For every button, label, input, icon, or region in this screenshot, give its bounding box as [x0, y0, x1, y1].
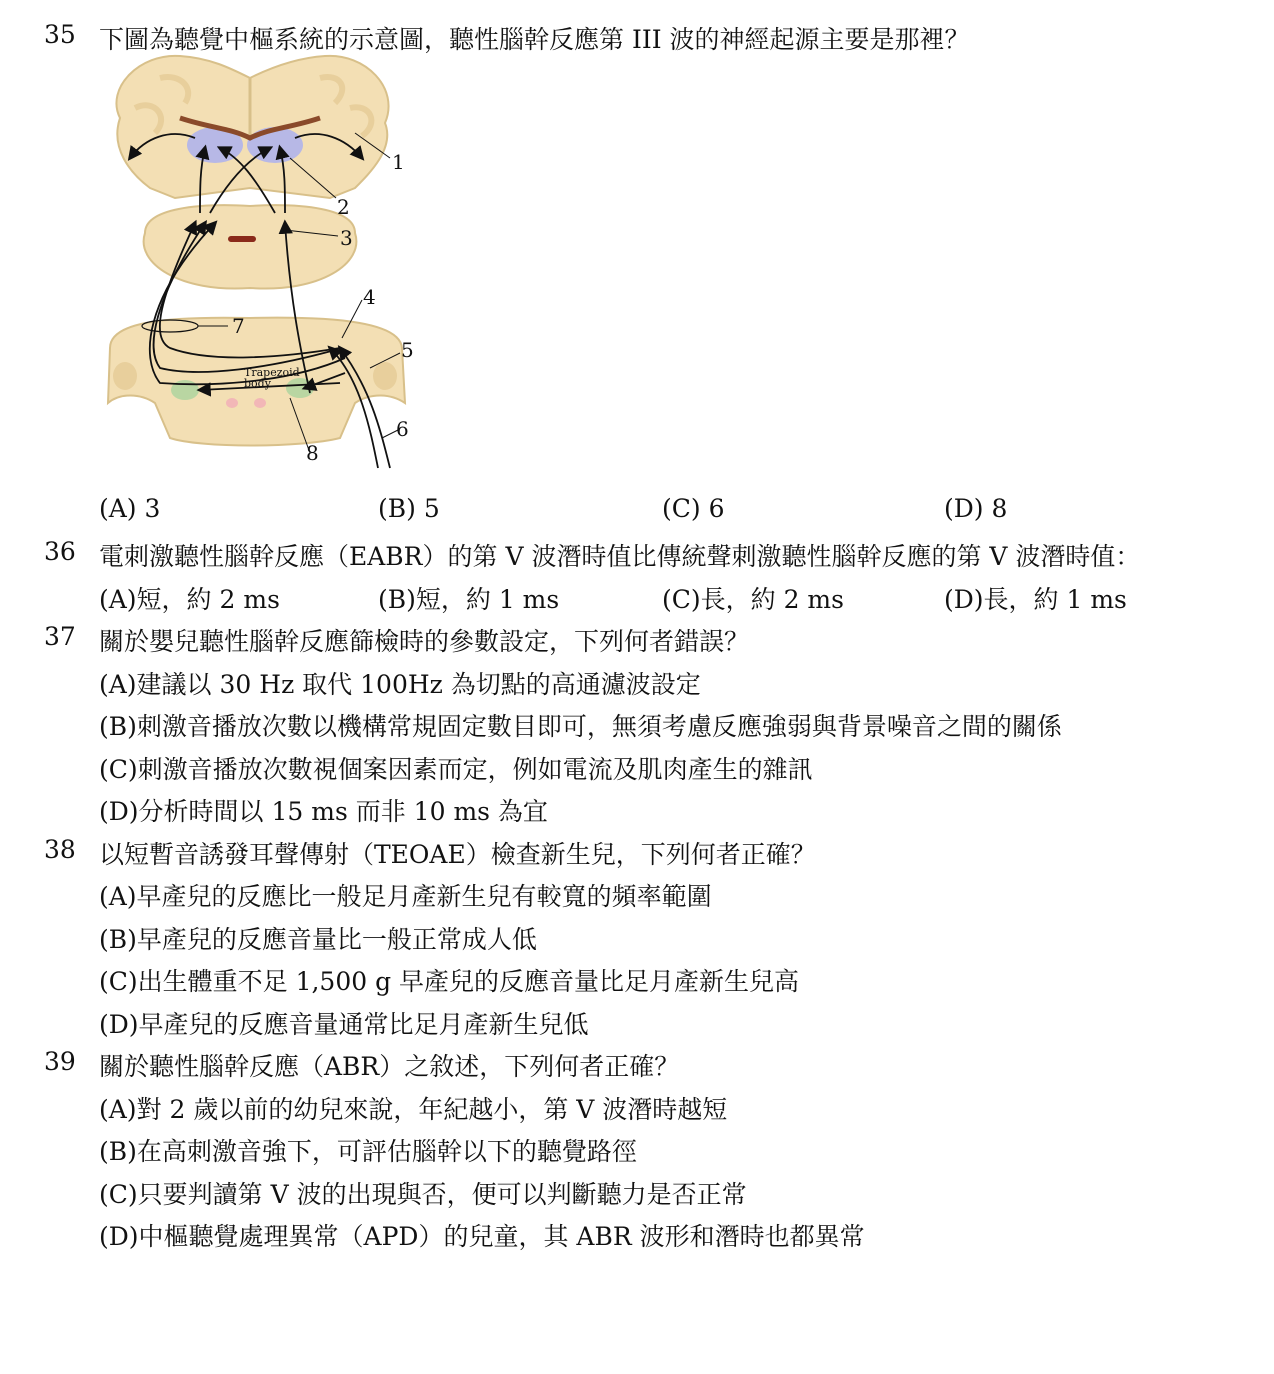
- option-a[interactable]: (A) 3: [99, 494, 161, 523]
- option-c[interactable]: (C)只要判讀第 V 波的出現與否，便可以判斷聽力是否正常: [99, 1180, 747, 1209]
- question-number: 35: [44, 20, 76, 49]
- question-text: 關於嬰兒聽性腦幹反應篩檢時的參數設定，下列何者錯誤？: [99, 627, 750, 656]
- figure-label-8: 8: [306, 441, 319, 465]
- option-d[interactable]: (D)中樞聽覺處理異常（APD）的兒童，其 ABR 波形和潛時也都異常: [99, 1222, 865, 1251]
- figure-label-7: 7: [232, 314, 245, 338]
- trapezoid-label-line2: body: [244, 377, 271, 390]
- figure-label-1: 1: [392, 150, 405, 174]
- option-c[interactable]: (C)出生體重不足 1,500 g 早產兒的反應音量比足月產新生兒高: [99, 967, 800, 996]
- question-text: 以短暫音誘發耳聲傳射（TEOAE）檢查新生兒，下列何者正確？: [99, 840, 816, 869]
- figure-label-6: 6: [396, 417, 409, 441]
- option-a[interactable]: (A)對 2 歲以前的幼兒來說，年紀越小，第 V 波潛時越短: [99, 1095, 728, 1124]
- option-a[interactable]: (A)短，約 2 ms: [99, 585, 280, 614]
- option-a[interactable]: (A)建議以 30 Hz 取代 100Hz 為切點的高通濾波設定: [99, 670, 701, 699]
- option-d[interactable]: (D)分析時間以 15 ms 而非 10 ms 為宜: [99, 797, 548, 826]
- option-d[interactable]: (D)長，約 1 ms: [944, 585, 1127, 614]
- question-text: 下圖為聽覺中樞系統的示意圖，聽性腦幹反應第 III 波的神經起源主要是那裡？: [99, 25, 970, 54]
- option-b[interactable]: (B)短，約 1 ms: [378, 585, 560, 614]
- option-b[interactable]: (B)早產兒的反應音量比一般正常成人低: [99, 925, 537, 954]
- option-c[interactable]: (C) 6: [662, 494, 725, 523]
- question-text: 關於聽性腦幹反應（ABR）之敘述，下列何者正確？: [99, 1052, 680, 1081]
- option-d[interactable]: (D)早產兒的反應音量通常比足月產新生兒低: [99, 1010, 589, 1039]
- question-text: 電刺激聽性腦幹反應（EABR）的第 V 波潛時值比傳統聲刺激聽性腦幹反應的第 V 波潛時值：: [99, 542, 1141, 571]
- option-c[interactable]: (C)長，約 2 ms: [662, 585, 844, 614]
- figure-label-2: 2: [337, 195, 350, 219]
- option-c[interactable]: (C)刺激音播放次數視個案因素而定，例如電流及肌肉產生的雜訊: [99, 755, 813, 784]
- question-number: 39: [44, 1047, 76, 1076]
- figure-label-4: 4: [363, 285, 376, 309]
- option-d[interactable]: (D) 8: [944, 494, 1008, 523]
- option-b[interactable]: (B)在高刺激音強下，可評估腦幹以下的聽覺路徑: [99, 1137, 637, 1166]
- option-b[interactable]: (B)刺激音播放次數以機構常規固定數目即可，無須考慮反應強弱與背景噪音之間的關係: [99, 712, 1062, 741]
- figure-label-5: 5: [401, 338, 414, 362]
- question-number: 37: [44, 622, 76, 651]
- figure-label-3: 3: [340, 226, 353, 250]
- auditory-pathway-figure: [100, 48, 420, 476]
- option-a[interactable]: (A)早產兒的反應比一般足月產新生兒有較寬的頻率範圍: [99, 882, 712, 911]
- question-number: 36: [44, 537, 76, 566]
- midbrain-shape: [144, 205, 357, 288]
- question-number: 38: [44, 835, 76, 864]
- trapezoid-label-line1: Trapezoid: [244, 366, 300, 379]
- option-b[interactable]: (B) 5: [378, 494, 440, 523]
